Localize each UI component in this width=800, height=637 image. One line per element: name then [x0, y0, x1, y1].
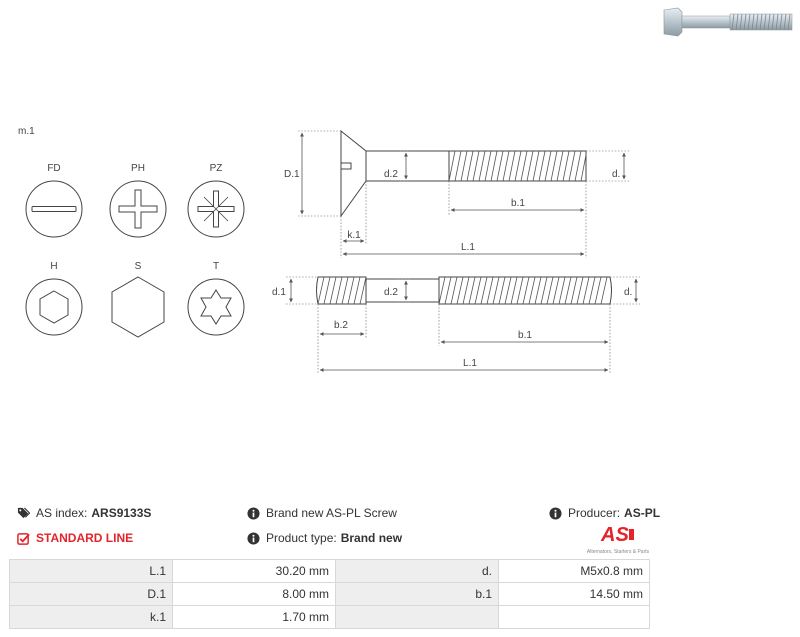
info-circle-icon [247, 507, 260, 520]
m1-label: m.1 [18, 126, 35, 137]
spec-value: M5x0.8 mm [499, 560, 650, 583]
producer-logo [585, 522, 651, 555]
dim-label-b1: b.1 [511, 198, 525, 209]
logo-subtitle: Alternators, Starters & Parts [586, 549, 650, 555]
spec-value [499, 606, 650, 629]
spec-key: k.1 [10, 606, 173, 629]
dim-label-D1: D.1 [284, 169, 300, 180]
description-row [247, 506, 397, 520]
pozidriv-head-icon [188, 181, 244, 237]
product-type-row [247, 531, 402, 545]
as-index-label: AS index: [36, 506, 88, 520]
spec-key: L.1 [10, 560, 173, 583]
dim-label-b1-stud: b.1 [518, 330, 532, 341]
spec-value: 1.70 mm [173, 606, 336, 629]
hex-socket-head-icon [26, 279, 82, 335]
as-index-row [17, 506, 151, 520]
spec-value: 14.50 mm [499, 583, 650, 606]
head-label-ph: PH [131, 163, 145, 174]
standard-line-row [17, 531, 133, 545]
producer-row [549, 506, 660, 520]
dim-label-k1: k.1 [347, 230, 361, 241]
head-label-s: S [134, 261, 142, 272]
product-type-label: Product type: [266, 531, 337, 545]
table-row [10, 606, 650, 629]
head-label-t: T [212, 261, 220, 272]
checkbox-checked-icon [17, 532, 30, 545]
dim-label-d: d. [612, 169, 621, 180]
dim-label-b2: b.2 [334, 320, 348, 331]
technical-drawing [0, 110, 800, 380]
hex-head-icon [112, 277, 164, 337]
dim-label-L1-stud: L.1 [463, 358, 477, 369]
description-text: Brand new AS-PL Screw [266, 506, 397, 520]
slotted-head-icon [26, 181, 82, 237]
spec-key: d. [336, 560, 499, 583]
as-logo-icon [585, 522, 651, 544]
tags-icon [17, 507, 30, 520]
standard-line-label: STANDARD LINE [36, 531, 134, 545]
phillips-head-icon [110, 181, 166, 237]
dim-label-d-stud: d. [624, 287, 633, 298]
product-photo [660, 2, 795, 44]
head-label-fd: FD [47, 163, 61, 174]
stud-screw-drawing [272, 277, 640, 374]
torx-head-icon [188, 279, 244, 335]
info-circle-icon [247, 532, 260, 545]
spec-key [336, 606, 499, 629]
spec-table [9, 559, 650, 629]
table-row [10, 583, 650, 606]
dim-label-d2-stud: d.2 [384, 287, 398, 298]
dim-label-d2: d.2 [384, 169, 398, 180]
countersunk-screw-drawing [284, 131, 630, 258]
producer-label: Producer: [568, 506, 621, 520]
table-row [10, 560, 650, 583]
as-index-value: ARS9133S [91, 506, 152, 520]
spec-key: b.1 [336, 583, 499, 606]
head-label-h: H [50, 261, 58, 272]
dim-label-L1: L.1 [461, 242, 475, 253]
dim-label-d1: d.1 [272, 287, 286, 298]
logo-text: AS [601, 524, 629, 544]
spec-value: 8.00 mm [173, 583, 336, 606]
info-circle-icon [549, 507, 562, 520]
spec-key: D.1 [10, 583, 173, 606]
head-label-pz: PZ [209, 163, 223, 174]
product-type-value: Brand new [340, 531, 403, 545]
spec-value: 30.20 mm [173, 560, 336, 583]
producer-value: AS-PL [624, 506, 661, 520]
